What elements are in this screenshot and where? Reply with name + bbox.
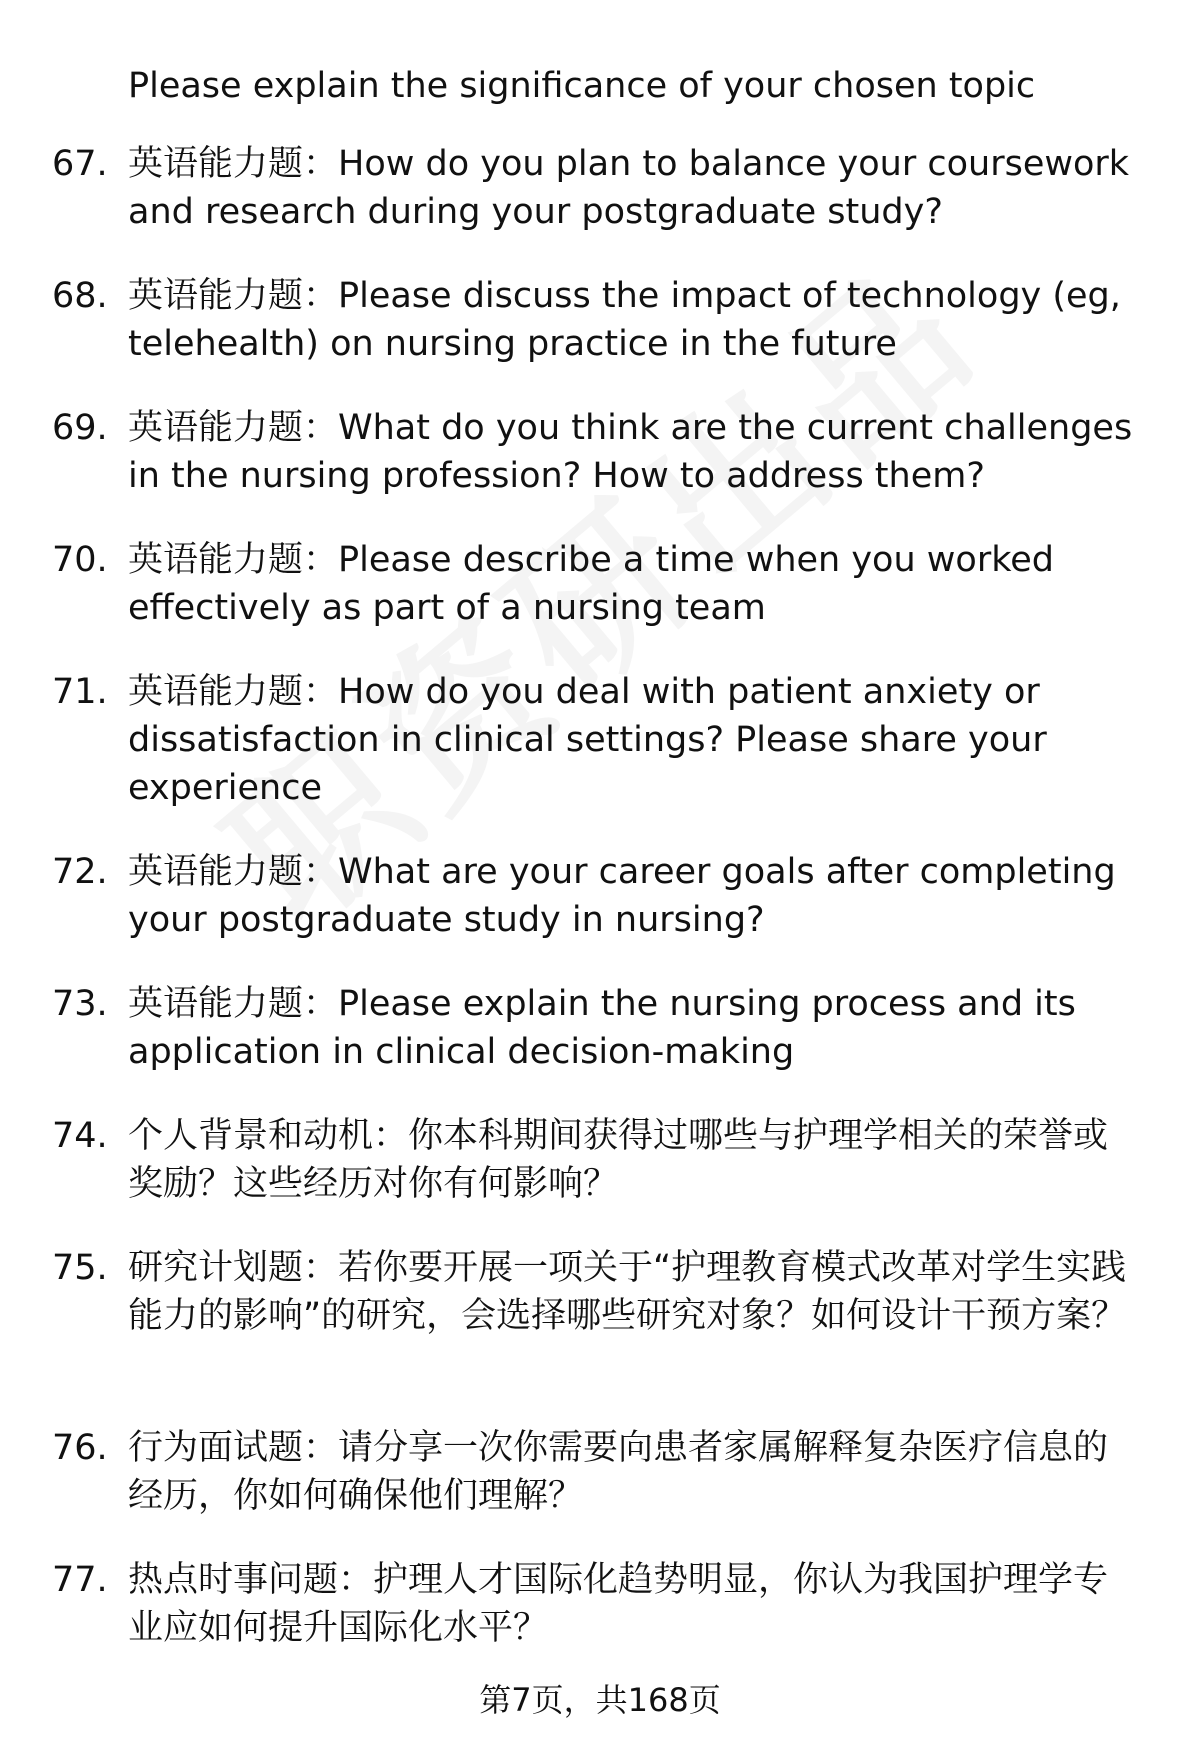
question-text: 热点时事问题：护理人才国际化趋势明显，你认为我国护理学专业应如何提升国际化水平？ [128, 1560, 1109, 1648]
list-item [0, 1556, 1200, 1688]
question-text: 英语能力题：What are your career goals after completing your postgraduate study in nursing? [128, 852, 1116, 940]
list-item [0, 848, 1200, 980]
list-item [0, 1112, 1200, 1244]
list-item [0, 140, 1200, 272]
question-number: 69. [52, 408, 108, 448]
question-text: 行为面试题：请分享一次你需要向患者家属解释复杂医疗信息的经历，你如何确保他们理解？ [128, 1428, 1109, 1516]
question-number: 74. [52, 1116, 108, 1156]
list-item [0, 668, 1200, 848]
intro-line: Please explain the significance of your chosen topic [128, 66, 1036, 106]
question-text: 英语能力题：Please explain the nursing process and its application in clinical decision-making [128, 984, 1076, 1072]
question-number: 67. [52, 144, 108, 184]
list-item [0, 272, 1200, 404]
question-number: 73. [52, 984, 108, 1024]
question-number: 72. [52, 852, 108, 892]
list-item [0, 980, 1200, 1112]
question-number: 75. [52, 1248, 108, 1288]
list-item [0, 536, 1200, 668]
question-text: 英语能力题：Please discuss the impact of technology (eg, telehealth) on nursing practice in the future [128, 276, 1121, 364]
question-text: 英语能力题：What do you think are the current challenges in the nursing profession? How to address them? [128, 408, 1133, 496]
question-number: 68. [52, 276, 108, 316]
question-number: 77. [52, 1560, 108, 1600]
question-number: 71. [52, 672, 108, 712]
page-footer: 第7页，共168页 [479, 1681, 721, 1719]
question-text: 英语能力题：How do you deal with patient anxiety or dissatisfaction in clinical settings? Please share your experience [128, 672, 1047, 808]
question-text: 研究计划题：若你要开展一项关于“护理教育模式改革对学生实践能力的影响”的研究，会选择哪些研究对象？如何设计干预方案？ [128, 1248, 1127, 1336]
question-number: 76. [52, 1428, 108, 1468]
question-number: 70. [52, 540, 108, 580]
question-text: 个人背景和动机：你本科期间获得过哪些与护理学相关的荣誉或奖励？这些经历对你有何影响？ [128, 1116, 1109, 1204]
question-list [0, 140, 1200, 1688]
list-item [0, 1424, 1200, 1556]
question-text: 英语能力题：How do you plan to balance your coursework and research during your postgraduate study? [128, 144, 1130, 232]
list-item [0, 404, 1200, 536]
list-item [0, 1244, 1200, 1424]
question-text: 英语能力题：Please describe a time when you worked effectively as part of a nursing team [128, 540, 1054, 628]
